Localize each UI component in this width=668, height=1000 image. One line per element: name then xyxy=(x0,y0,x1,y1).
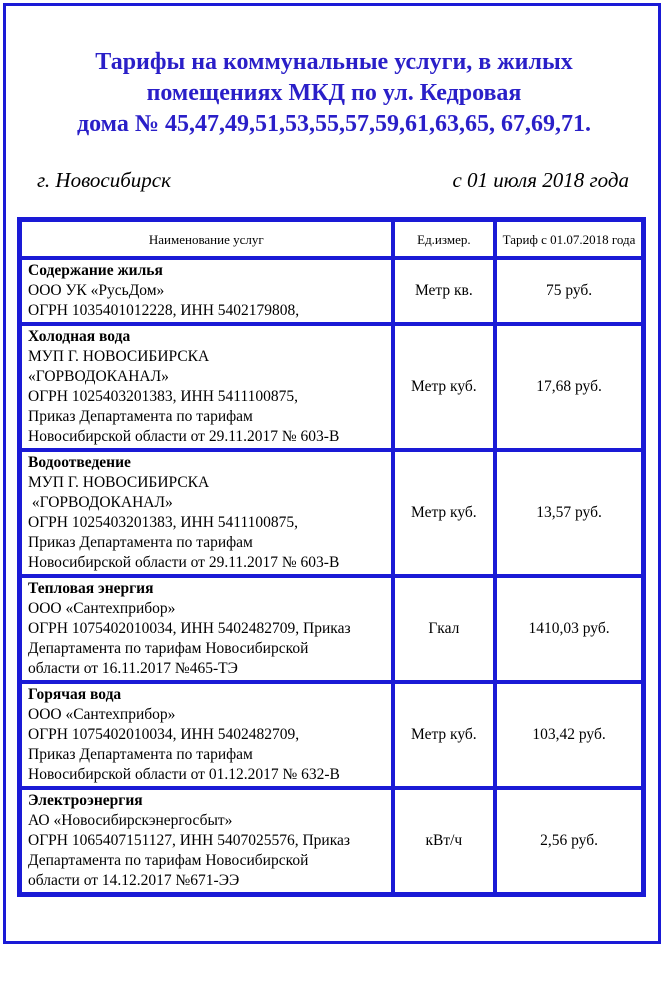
table-row xyxy=(20,450,643,576)
service-detail-line: Департамента по тарифам Новосибирской xyxy=(28,640,309,657)
service-detail-line: Приказ Департамента по тарифам xyxy=(28,534,253,551)
service-name: Тепловая энергия xyxy=(28,580,154,597)
service-detail-line: Департамента по тарифам Новосибирской xyxy=(28,852,309,869)
service-detail-line: ОГРН 1025403201383, ИНН 5411100875, xyxy=(28,388,299,405)
title-line-3: дома № 45,47,49,51,53,55,57,59,61,63,65, 67,69,71. xyxy=(77,111,591,137)
service-name: Горячая вода xyxy=(28,686,122,703)
service-detail-line: ООО «Сантехприбор» xyxy=(28,600,176,617)
service-detail-line: ОГРН 1075402010034, ИНН 5402482709, Приказ xyxy=(28,620,351,637)
service-cell xyxy=(20,576,393,682)
rate-cell: 1410,03 руб. xyxy=(495,576,643,682)
service-name: Электроэнергия xyxy=(28,792,143,809)
header-rate: Тариф с 01.07.2018 года xyxy=(495,220,643,258)
service-detail-line: Приказ Департамента по тарифам xyxy=(28,746,253,763)
service-detail-line: МУП Г. НОВОСИБИРСКА xyxy=(28,348,210,365)
table-row xyxy=(20,788,643,894)
table-row xyxy=(20,258,643,324)
table-row xyxy=(20,682,643,788)
effective-date: с 01 июля 2018 года xyxy=(452,168,629,192)
service-detail-line: области от 14.12.2017 №671-ЭЭ xyxy=(28,872,240,889)
header-service: Наименование услуг xyxy=(20,220,393,258)
service-detail-line: ООО УК «РусьДом» xyxy=(28,282,165,299)
service-detail-line: МУП Г. НОВОСИБИРСКА xyxy=(28,474,210,491)
service-detail-line: ОГРН 1065407151127, ИНН 5407025576, Приказ xyxy=(28,832,351,849)
service-detail-line: ООО «Сантехприбор» xyxy=(28,706,176,723)
service-detail-line: «ГОРВОДОКАНАЛ» xyxy=(28,494,173,511)
unit-cell: Метр куб. xyxy=(393,450,496,576)
unit-cell: Метр кв. xyxy=(393,258,496,324)
service-name: Содержание жилья xyxy=(28,262,163,279)
unit-cell: Гкал xyxy=(393,576,496,682)
rate-cell: 103,42 руб. xyxy=(495,682,643,788)
service-detail-line: Приказ Департамента по тарифам xyxy=(28,408,253,425)
rate-cell: 17,68 руб. xyxy=(495,324,643,450)
unit-cell: Метр куб. xyxy=(393,682,496,788)
table-row xyxy=(20,576,643,682)
service-cell xyxy=(20,682,393,788)
tariff-table xyxy=(17,217,646,897)
rate-cell: 2,56 руб. xyxy=(495,788,643,894)
service-cell xyxy=(20,258,393,324)
service-detail-line: области от 16.11.2017 №465-ТЭ xyxy=(28,660,238,677)
service-detail-line: ОГРН 1075402010034, ИНН 5402482709, xyxy=(28,726,300,743)
unit-cell: Метр куб. xyxy=(393,324,496,450)
rate-cell: 75 руб. xyxy=(495,258,643,324)
service-detail-line: ОГРН 1035401012228, ИНН 5402179808, xyxy=(28,302,300,319)
service-cell xyxy=(20,450,393,576)
service-detail-line: ОГРН 1025403201383, ИНН 5411100875, xyxy=(28,514,299,531)
unit-cell: кВт/ч xyxy=(393,788,496,894)
title-line-2: помещениях МКД по ул. Кедровая xyxy=(146,80,522,106)
service-detail-line: АО «Новосибирскэнергосбыт» xyxy=(28,812,233,829)
service-detail-line: Новосибирской области от 29.11.2017 № 603-В xyxy=(28,428,340,445)
service-name: Холодная вода xyxy=(28,328,131,345)
table-header-row xyxy=(20,220,643,258)
title-line-1: Тарифы на коммунальные услуги, в жилых xyxy=(95,49,573,75)
header-unit: Ед.измер. xyxy=(393,220,496,258)
service-cell xyxy=(20,324,393,450)
service-name: Водоотведение xyxy=(28,454,131,471)
service-cell xyxy=(20,788,393,894)
service-detail-line: Новосибирской области от 01.12.2017 № 632-В xyxy=(28,766,340,783)
table-row xyxy=(20,324,643,450)
document-title xyxy=(6,47,662,140)
service-detail-line: Новосибирской области от 29.11.2017 № 603-В xyxy=(28,554,340,571)
service-detail-line: «ГОРВОДОКАНАЛ» xyxy=(28,368,169,385)
rate-cell: 13,57 руб. xyxy=(495,450,643,576)
city-label: г. Новосибирск xyxy=(37,168,171,192)
